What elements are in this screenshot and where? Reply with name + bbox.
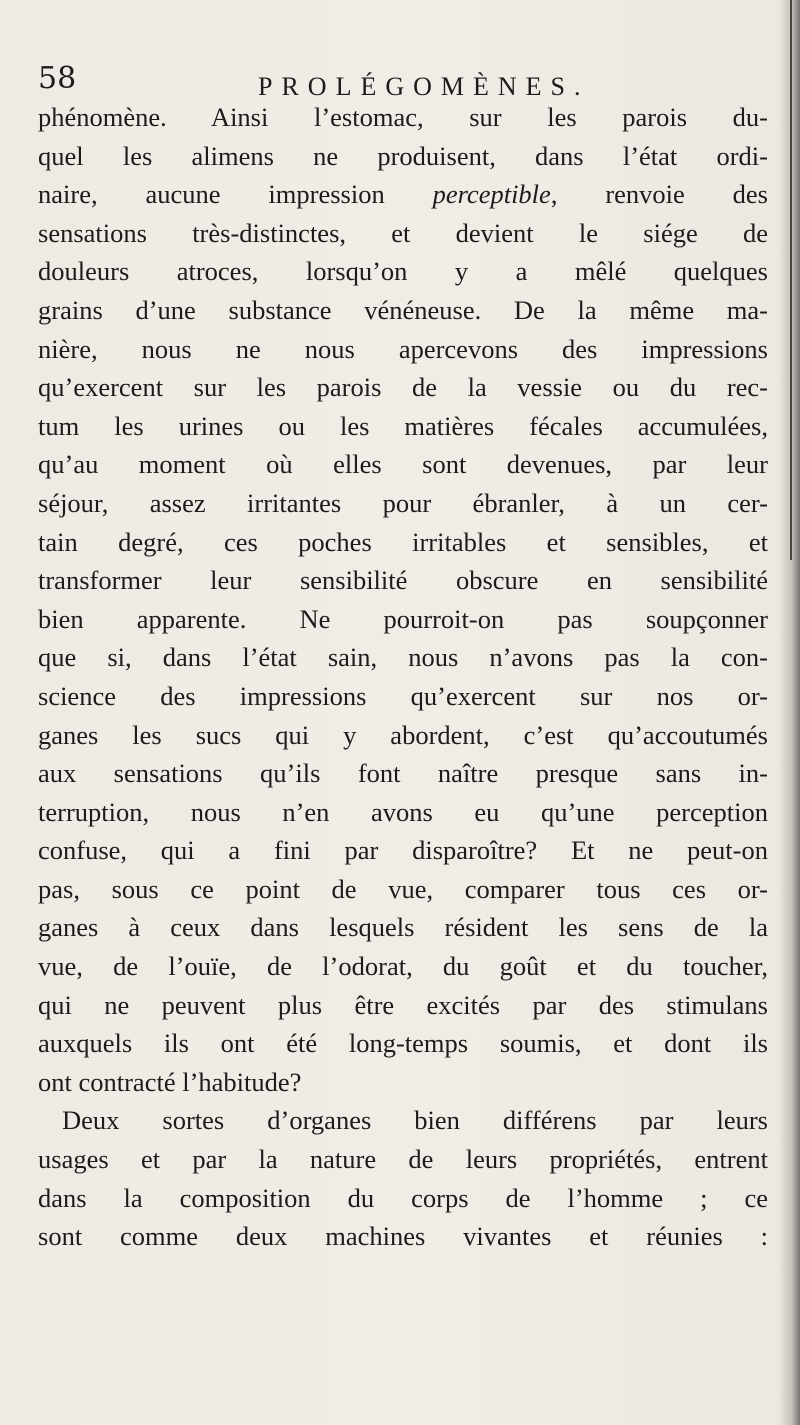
text-line: confuse, qui a fini par disparoître? Et ne peut-on xyxy=(38,835,768,866)
text-line: tain degré, ces poches irritables et sensibles, et xyxy=(38,526,768,557)
text-line: grains d’une substance vénéneuse. De la même ma- xyxy=(38,294,768,325)
text-line: ont contracté l’habitude? xyxy=(38,1066,302,1097)
text-line: quel les alimens ne produisent, dans l’état ordi- xyxy=(38,140,768,171)
text-line: sont comme deux machines vivantes et réunies : xyxy=(38,1221,768,1252)
text-line: douleurs atroces, lorsqu’on y a mêlé quelques xyxy=(38,256,768,287)
page-number: 58 xyxy=(38,61,77,96)
italic-word: perceptible xyxy=(432,179,551,210)
text-segment: naire, aucune impression xyxy=(38,179,433,210)
text-line: ganes les sucs qui y abordent, c’est qu’accoutumés xyxy=(38,719,768,750)
text-line: terruption, nous n’en avons eu qu’une perception xyxy=(38,796,768,827)
text-line: nière, nous ne nous apercevons des impressions xyxy=(38,333,768,364)
text-line: qu’exercent sur les parois de la vessie ou du rec- xyxy=(38,372,768,403)
text-line: qu’au moment où elles sont devenues, par leur xyxy=(38,449,768,480)
page-edge-line xyxy=(790,0,792,560)
text-line: phénomène. Ainsi l’estomac, sur les parois du- xyxy=(38,102,768,132)
text-line: qui ne peuvent plus être excités par des stimulans xyxy=(38,989,768,1020)
text-line: vue, de l’ouïe, de l’odorat, du goût et du toucher, xyxy=(38,951,768,982)
text-line: transformer leur sensibilité obscure en sensibilité xyxy=(38,565,768,596)
text-line: ganes à ceux dans lesquels résident les sens de la xyxy=(38,912,768,943)
text-line: que si, dans l’état sain, nous n’avons pas la con- xyxy=(38,642,768,673)
body-text xyxy=(38,98,768,1256)
text-line: auxquels ils ont été long-temps soumis, et dont ils xyxy=(38,1028,768,1059)
text-line: bien apparente. Ne pourroit-on pas soupçonner xyxy=(38,603,768,634)
text-line: science des impressions qu’exercent sur nos or- xyxy=(38,680,768,711)
text-line-paragraph-start: Deux sortes d’organes bien différens par leurs xyxy=(62,1105,768,1136)
text-line: aux sensations qu’ils font naître presque sans in- xyxy=(38,758,768,789)
text-line: usages et par la nature de leurs propriétés, entrent xyxy=(38,1144,768,1175)
running-head xyxy=(38,62,758,102)
running-head-title: PROLÉGOMÈNES. xyxy=(258,72,590,101)
page-edge-shadow xyxy=(778,0,800,1425)
text-line xyxy=(38,175,768,214)
text-line: dans la composition du corps de l’homme ; ce xyxy=(38,1182,768,1213)
text-line: pas, sous ce point de vue, comparer tous ces or- xyxy=(38,873,768,904)
text-line: tum les urines ou les matières fécales accumulées, xyxy=(38,410,768,441)
text-line: séjour, assez irritantes pour ébranler, à un cer- xyxy=(38,487,768,518)
text-segment: , renvoie des xyxy=(550,179,768,210)
text-line: sensations très-distinctes, et devient le siége de xyxy=(38,217,768,248)
